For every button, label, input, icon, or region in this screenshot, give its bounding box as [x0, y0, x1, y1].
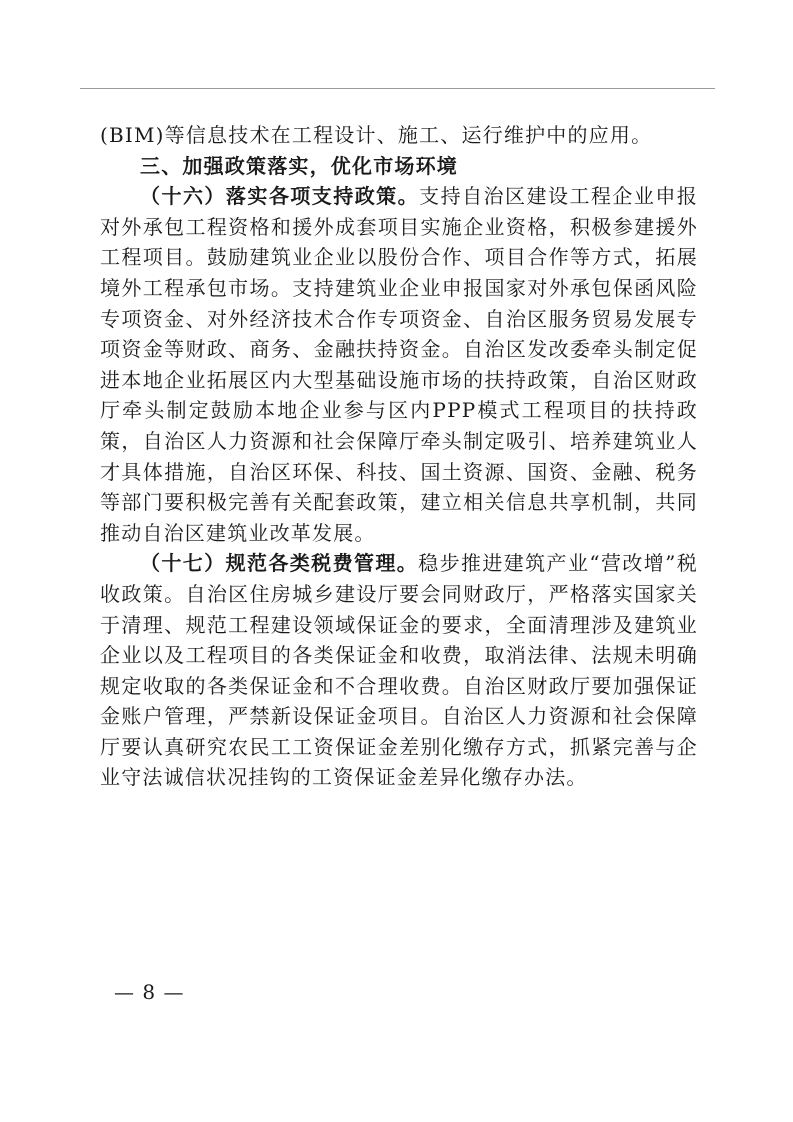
paragraph-sixteen [100, 181, 698, 548]
continuation-paragraph: (BIM)等信息技术在工程设计、施工、运行维护中的应用。 [100, 123, 653, 147]
paragraph-seventeen-text: 稳步推进建筑产业“营改增”税收政策。自治区住房城乡建设厅要会同财政厅，严格落实国家关于清理、规范工程建设领域保证金的要求，全面清理涉及建筑业企业以及工程项目的各类保证金和收费，取消法律、法规未明确规定收取的各类保证金和不合理收费。自治区财政厅要加强保证金账户管理，严禁新设保证金项目。自治区人力资源和社会保障厅要认真研究农民工工资保证金差别化缴存方式，抓紧完善与企业守法诚信状况挂钩的工资保证金差异化缴存办法。 [100, 551, 698, 790]
paragraph-seventeen-lead: （十七）规范各类税费管理。 [140, 551, 419, 576]
paragraph-sixteen-lead: （十六）落实各项支持政策。 [140, 184, 420, 209]
header-rule [80, 88, 715, 89]
page-number: — 8 — [114, 980, 185, 1004]
document-body [100, 120, 698, 793]
paragraph-seventeen [100, 548, 698, 793]
paragraph-sixteen-text: 支持自治区建设工程企业申报对外承包工程资格和援外成套项目实施企业资格，积极参建援外工程项目。鼓励建筑业企业以股份合作、项目合作等方式，拓展境外工程承包市场。支持建筑业企业申报国家对外承包保函风险专项资金、对外经济技术合作专项资金、自治区服务贸易发展专项资金等财政、商务、金融扶持资金。自治区发改委牵头制定促进本地企业拓展区内大型基础设施市场的扶持政策，自治区财政厅牵头制定鼓励本地企业参与区内PPP模式工程项目的扶持政策，自治区人力资源和社会保障厅牵头制定吸引、培养建筑业人才具体措施，自治区环保、科技、国土资源、国资、金融、税务等部门要积极完善有关配套政策，建立相关信息共享机制，共同推动自治区建筑业改革发展。 [100, 184, 698, 545]
section-heading: 三、加强政策落实，优化市场环境 [140, 153, 458, 178]
